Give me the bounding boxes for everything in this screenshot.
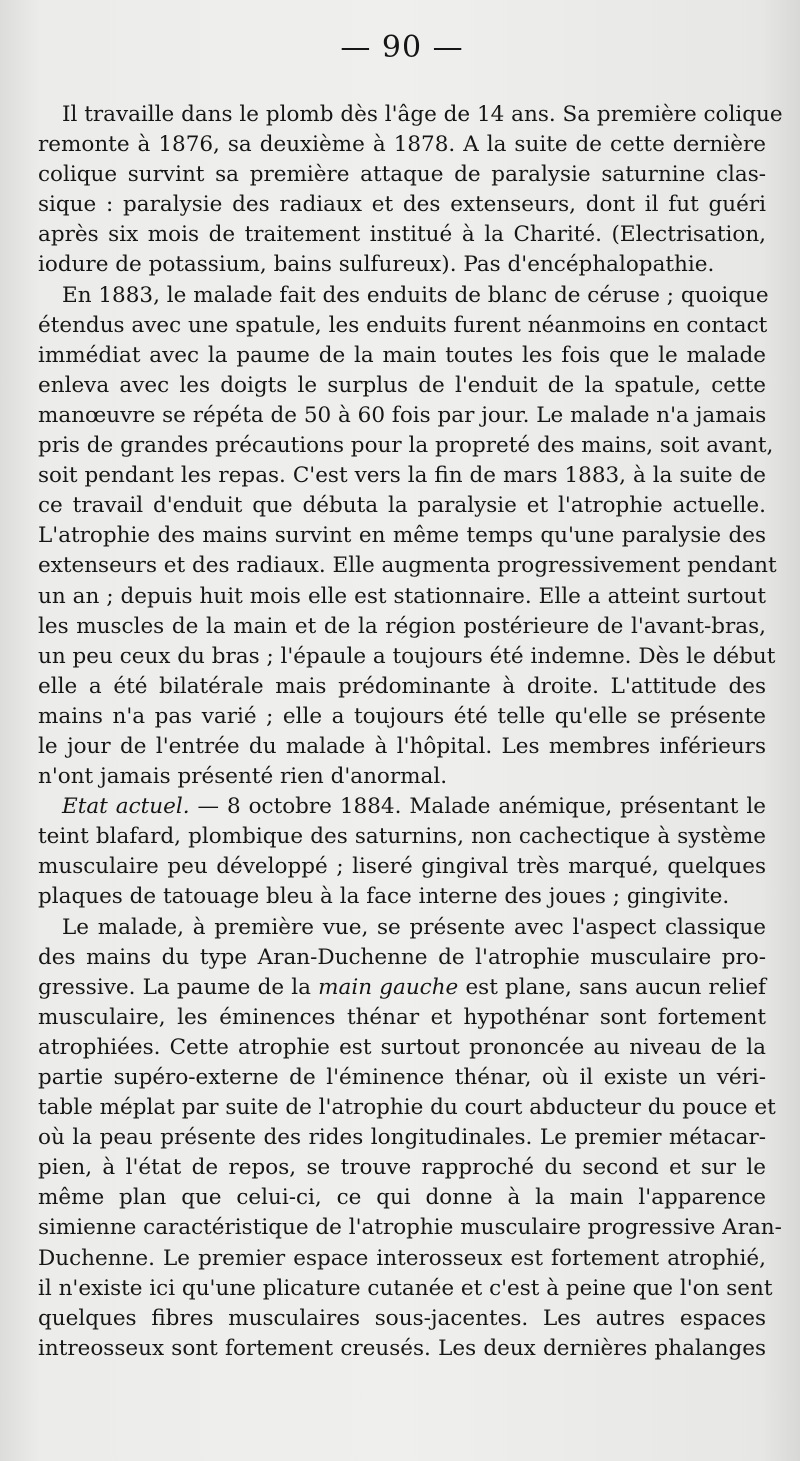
- text-line: musculaire peu développé ; liseré gingival très marqué, quelques: [38, 854, 766, 880]
- text-line: En 1883, le malade fait des enduits de blanc de céruse ; quoique: [62, 282, 769, 308]
- text-line: remonte à 1876, sa deuxième à 1878. A la suite de cette dernière: [38, 132, 766, 158]
- text-line: table méplat par suite de l'atrophie du court abducteur du pouce et: [38, 1095, 776, 1121]
- text-line: manœuvre se répéta de 50 à 60 fois par jour. Le malade n'a jamais: [38, 402, 767, 428]
- text-line: n'ont jamais présenté rien d'anormal.: [38, 764, 448, 790]
- text-line: soit pendant les repas. C'est vers la fin de mars 1883, à la suite de: [38, 463, 766, 489]
- text-line: mains n'a pas varié ; elle a toujours été telle qu'elle se présente: [38, 703, 766, 729]
- text-run: gressive. La paume de la: [38, 974, 319, 1000]
- text-line: Il travaille dans le plomb dès l'âge de 14 ans. Sa première colique: [62, 102, 783, 127]
- text-line: colique survint sa première attaque de paralysie saturnine clas-: [38, 162, 766, 188]
- page-number: — 90 —: [340, 30, 464, 65]
- text-line: [38, 973, 766, 1003]
- text-line: un peu ceux du bras ; l'épaule a toujours été indemne. Dès le début: [38, 643, 776, 669]
- text-run: — 8 octobre 1884. Malade anémique, présentant le: [189, 794, 766, 820]
- text-line: des mains du type Aran-Duchenne de l'atrophie musculaire pro-: [38, 944, 766, 970]
- text-line: les muscles de la main et de la région postérieure de l'avant-bras,: [38, 613, 766, 639]
- paragraph-1: [38, 100, 783, 281]
- text-line: où la peau présente des rides longitudinales. Le premier métacar-: [38, 1125, 766, 1151]
- paragraph-4: [38, 913, 782, 1364]
- text-run: est plane, sans aucun relief: [458, 974, 766, 1000]
- text-line: un an ; depuis huit mois elle est stationnaire. Elle a atteint surtout: [38, 583, 766, 609]
- text-line: extenseurs et des radiaux. Elle augmenta progressivement pendant: [38, 553, 777, 579]
- paragraph-2: [38, 281, 777, 793]
- body-text: [38, 100, 783, 1364]
- text-line: étendus avec une spatule, les enduits furent néanmoins en contact: [38, 312, 768, 338]
- text-line: iodure de potassium, bains sulfureux). Pas d'encéphalopathie.: [38, 252, 715, 278]
- text-line: pien, à l'état de repos, se trouve rapproché du second et sur le: [38, 1155, 766, 1181]
- text-line: il n'existe ici qu'une plicature cutanée et c'est à peine que l'on sent: [38, 1275, 773, 1301]
- text-line: Duchenne. Le premier espace interosseux est fortement atrophié,: [38, 1245, 766, 1271]
- text-line: plaques de tatouage bleu à la face interne des joues ; gingivite.: [38, 884, 730, 910]
- text-line: elle a été bilatérale mais prédominante à droite. L'attitude des: [38, 673, 766, 699]
- text-line: sique : paralysie des radiaux et des extenseurs, dont il fut guéri: [38, 192, 766, 218]
- paragraph-3: [38, 792, 766, 912]
- text-line: pris de grandes précautions pour la propreté des mains, soit avant,: [38, 433, 774, 459]
- text-line: même plan que celui-ci, ce qui donne à la main l'apparence: [38, 1185, 766, 1211]
- text-line: L'atrophie des mains survint en même temps qu'une paralysie des: [38, 523, 766, 549]
- text-line: teint blafard, plombique des saturnins, non cachectique à système: [38, 824, 766, 850]
- text-line: atrophiées. Cette atrophie est surtout prononcée au niveau de la: [38, 1034, 766, 1060]
- section-label: Etat actuel.: [62, 794, 190, 820]
- text-line: quelques fibres musculaires sous-jacentes. Les autres espaces: [38, 1305, 766, 1331]
- text-line: musculaire, les éminences thénar et hypothénar sont fortement: [38, 1004, 766, 1030]
- text-line: intreosseux sont fortement creusés. Les deux dernières phalanges: [38, 1335, 766, 1361]
- emphasis-text: main gauche: [318, 974, 459, 1000]
- text-line: Le malade, à première vue, se présente avec l'aspect classique: [62, 914, 766, 940]
- text-line: après six mois de traitement institué à la Charité. (Electrisation,: [38, 222, 766, 248]
- text-line: enleva avec les doigts le surplus de l'enduit de la spatule, cette: [38, 372, 766, 398]
- text-line: ce travail d'enduit que débuta la paralysie et l'atrophie actuelle.: [38, 493, 766, 519]
- text-line: partie supéro-externe de l'éminence thénar, où il existe un véri-: [38, 1065, 766, 1090]
- text-line: le jour de l'entrée du malade à l'hôpital. Les membres inférieurs: [38, 733, 766, 759]
- text-line: [38, 792, 766, 822]
- text-line: simienne caractéristique de l'atrophie musculaire progressive Aran-: [38, 1215, 782, 1241]
- text-line: immédiat avec la paume de la main toutes les fois que le malade: [38, 342, 766, 368]
